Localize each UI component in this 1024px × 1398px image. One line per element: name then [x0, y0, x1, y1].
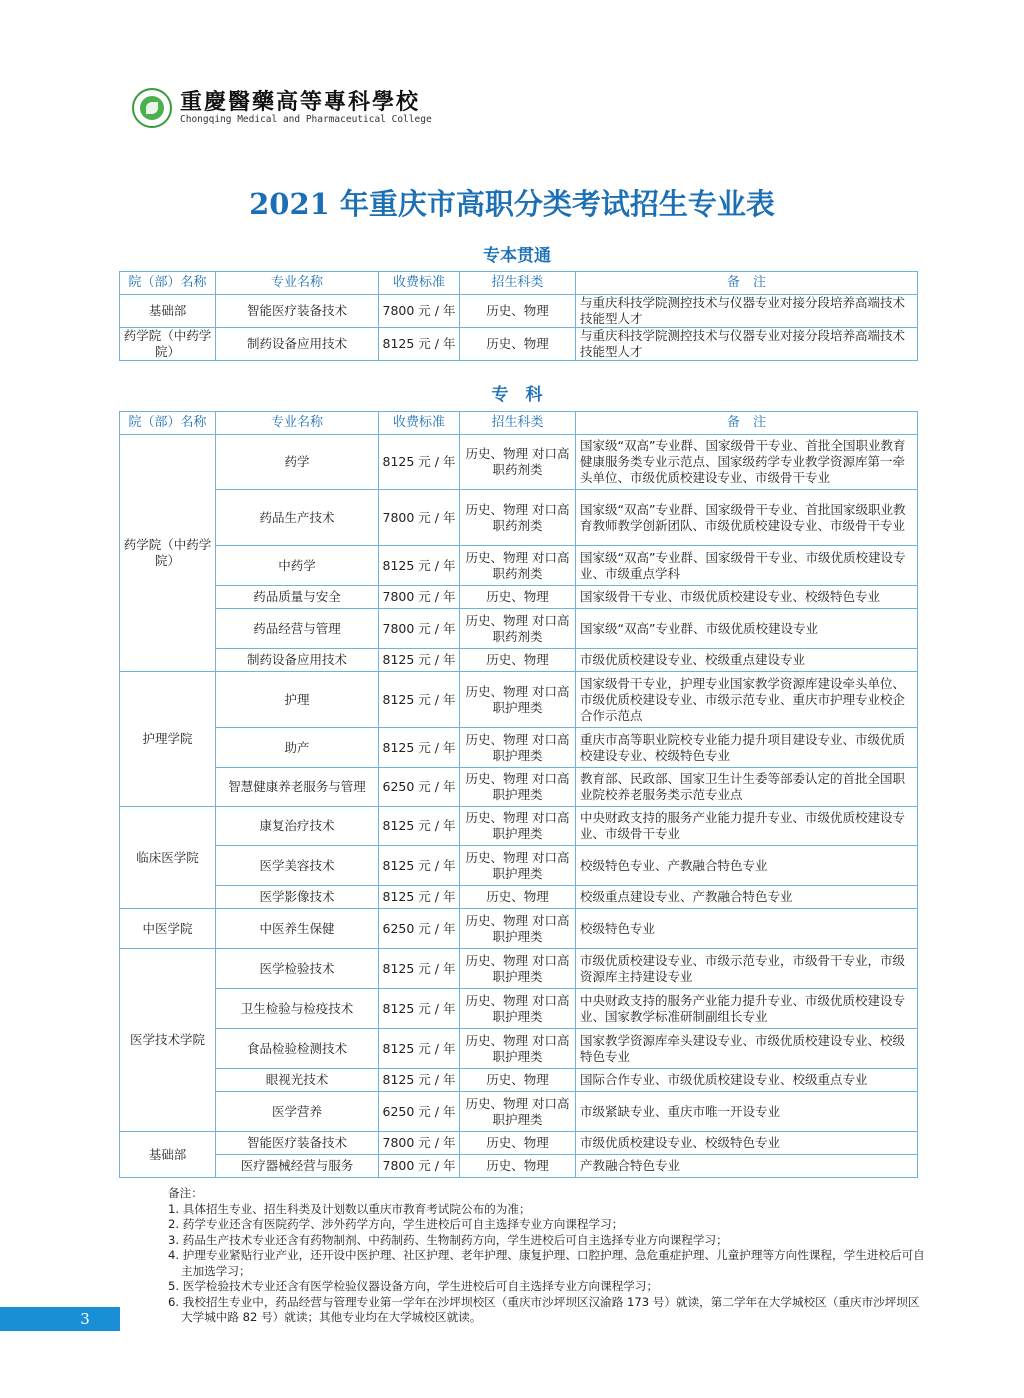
fee-cell: 6250 元 / 年 — [379, 1092, 460, 1132]
fee-cell: 8125 元 / 年 — [379, 1029, 460, 1069]
table-row — [120, 672, 918, 728]
table-header-row — [120, 272, 918, 295]
fee-cell: 8125 元 / 年 — [379, 546, 460, 586]
note-cell: 中央财政支持的服务产业能力提升专业、市级优质校建设专业、市级骨干专业 — [576, 807, 918, 846]
note-cell: 市级优质校建设专业、校级重点建设专业 — [576, 649, 918, 672]
table-row — [120, 546, 918, 586]
page-title: 2021 年重庆市高职分类考试招生专业表 — [249, 187, 775, 221]
major-cell: 智能医疗装备技术 — [216, 1132, 379, 1155]
table-row — [120, 1132, 918, 1155]
subject-cell: 历史、物理 — [460, 1155, 576, 1178]
dept-cell: 临床医学院 — [120, 807, 216, 909]
column-header: 专业名称 — [216, 412, 379, 435]
note-cell: 重庆市高等职业院校专业能力提升项目建设专业、市级优质校建设专业、校级特色专业 — [576, 728, 918, 768]
note-cell: 产教融合特色专业 — [576, 1155, 918, 1178]
subject-cell: 历史、物理 对口高职护理类 — [460, 1029, 576, 1069]
subject-cell: 历史、物理 — [460, 295, 576, 328]
major-cell: 药品经营与管理 — [216, 609, 379, 649]
subject-cell: 历史、物理 对口高职护理类 — [460, 989, 576, 1029]
dept-cell: 基础部 — [120, 295, 216, 328]
column-header: 备 注 — [576, 412, 918, 435]
subject-cell: 历史、物理 对口高职药剂类 — [460, 490, 576, 546]
table-row — [120, 609, 918, 649]
dept-cell: 护理学院 — [120, 672, 216, 807]
table-row — [120, 490, 918, 546]
note-cell: 校级特色专业 — [576, 909, 918, 949]
subject-cell: 历史、物理 对口高职护理类 — [460, 728, 576, 768]
fee-cell: 7800 元 / 年 — [379, 586, 460, 609]
column-header: 收费标准 — [379, 412, 460, 435]
note-item: 4. 护理专业紧贴行业产业，还开设中医护理、社区护理、老年护理、康复护理、口腔护理、急危重症护理、儿童护理等方向性课程，学生进校后可自主加选学习； — [168, 1248, 925, 1278]
fee-cell: 8125 元 / 年 — [379, 435, 460, 490]
note-cell: 国际合作专业、市级优质校建设专业、校级重点专业 — [576, 1069, 918, 1092]
table-row — [120, 807, 918, 846]
major-cell: 医学营养 — [216, 1092, 379, 1132]
note-item: 2. 药学专业还含有医院药学、涉外药学方向，学生进校后可自主选择专业方向课程学习； — [168, 1217, 624, 1231]
college-emblem-icon — [132, 88, 172, 128]
fee-cell: 7800 元 / 年 — [379, 1155, 460, 1178]
note-cell: 国家级“双高”专业群、市级优质校建设专业 — [576, 609, 918, 649]
major-cell: 卫生检验与检疫技术 — [216, 989, 379, 1029]
major-cell: 医学检验技术 — [216, 949, 379, 989]
major-cell: 智慧健康养老服务与管理 — [216, 768, 379, 807]
page-number: 3 — [80, 1310, 90, 1328]
column-header: 院（部）名称 — [120, 412, 216, 435]
note-cell: 校级重点建设专业、产教融合特色专业 — [576, 886, 918, 909]
table-row — [120, 1069, 918, 1092]
major-cell: 智能医疗装备技术 — [216, 295, 379, 328]
fee-cell: 8125 元 / 年 — [379, 846, 460, 886]
subject-cell: 历史、物理 对口高职护理类 — [460, 1092, 576, 1132]
note-cell: 国家教学资源库牵头建设专业、市级优质校建设专业、校级特色专业 — [576, 1029, 918, 1069]
table-row — [120, 768, 918, 807]
subject-cell: 历史、物理 — [460, 649, 576, 672]
note-cell: 市级紧缺专业、重庆市唯一开设专业 — [576, 1092, 918, 1132]
table-zhuanben — [119, 271, 918, 361]
fee-cell: 8125 元 / 年 — [379, 728, 460, 768]
column-header: 招生科类 — [460, 272, 576, 295]
note-cell: 国家级“双高”专业群、国家级骨干专业、首批全国职业教育健康服务类专业示范点、国家级药学专业教学资源库第一牵头单位、市级优质校建设专业、市级骨干专业 — [576, 435, 918, 490]
subject-cell: 历史、物理 对口高职护理类 — [460, 807, 576, 846]
table-row — [120, 909, 918, 949]
column-header: 收费标准 — [379, 272, 460, 295]
note-cell: 与重庆科技学院测控技术与仪器专业对接分段培养高端技术技能型人才 — [576, 328, 918, 361]
subject-cell: 历史、物理 对口高职护理类 — [460, 846, 576, 886]
subject-cell: 历史、物理 对口高职药剂类 — [460, 435, 576, 490]
table-row — [120, 1029, 918, 1069]
fee-cell: 6250 元 / 年 — [379, 909, 460, 949]
fee-cell: 8125 元 / 年 — [379, 672, 460, 728]
table-header-row — [120, 412, 918, 435]
subject-cell: 历史、物理 对口高职护理类 — [460, 672, 576, 728]
notes-label: 备注： — [168, 1186, 203, 1200]
note-item: 1. 具体招生专业、招生科类及计划数以重庆市教育考试院公布的为准； — [168, 1201, 531, 1216]
major-cell: 医疗器械经营与服务 — [216, 1155, 379, 1178]
fee-cell: 8125 元 / 年 — [379, 989, 460, 1029]
subject-cell: 历史、物理 — [460, 328, 576, 361]
table-zhuanke — [119, 411, 918, 1178]
college-logo — [132, 88, 432, 128]
dept-cell: 基础部 — [120, 1132, 216, 1178]
note-cell: 市级优质校建设专业、市级示范专业，市级骨干专业，市级资源库主持建设专业 — [576, 949, 918, 989]
note-cell: 与重庆科技学院测控技术与仪器专业对接分段培养高端技术技能型人才 — [576, 295, 918, 328]
column-header: 备 注 — [576, 272, 918, 295]
major-cell: 药学 — [216, 435, 379, 490]
logo-chinese-name: 重慶醫藥高等專科學校 — [180, 89, 421, 115]
dept-cell: 药学院（中药学院） — [120, 435, 216, 672]
table-row — [120, 949, 918, 989]
major-cell: 药品生产技术 — [216, 490, 379, 546]
subject-cell: 历史、物理 对口高职药剂类 — [460, 609, 576, 649]
dept-cell: 中医学院 — [120, 909, 216, 949]
section1-heading: 专本贯通 — [483, 246, 551, 266]
major-cell: 药品质量与安全 — [216, 586, 379, 609]
column-header: 专业名称 — [216, 272, 379, 295]
table-row — [120, 846, 918, 886]
subject-cell: 历史、物理 — [460, 1069, 576, 1092]
major-cell: 医学美容技术 — [216, 846, 379, 886]
fee-cell: 8125 元 / 年 — [379, 807, 460, 846]
note-cell: 中央财政支持的服务产业能力提升专业、市级优质校建设专业、国家教学标准研制副组长专业 — [576, 989, 918, 1029]
major-cell: 医学影像技术 — [216, 886, 379, 909]
fee-cell: 8125 元 / 年 — [379, 1069, 460, 1092]
note-cell: 市级优质校建设专业、校级特色专业 — [576, 1132, 918, 1155]
fee-cell: 8125 元 / 年 — [379, 328, 460, 361]
dept-cell: 药学院（中药学院） — [120, 328, 216, 361]
note-item: 6. 我校招生专业中，药品经营与管理专业第一学年在沙坪坝校区（重庆市沙坪坝区汉渝路 173 号）就读，第二学年在大学城校区（重庆市沙坪坝区大学城中路 82 号）就读；其他专业均在大学城校区就读。 — [168, 1294, 920, 1324]
note-cell: 国家级“双高”专业群、国家级骨干专业、市级优质校建设专业、市级重点学科 — [576, 546, 918, 586]
notes-block — [168, 1186, 928, 1326]
note-cell: 校级特色专业、产教融合特色专业 — [576, 846, 918, 886]
table-row — [120, 328, 918, 361]
table-row — [120, 295, 918, 328]
note-item: 5. 医学检验技术专业还含有医学检验仪器设备方向，学生进校后可自主选择专业方向课程学习； — [168, 1279, 659, 1293]
subject-cell: 历史、物理 对口高职护理类 — [460, 768, 576, 807]
major-cell: 中医养生保健 — [216, 909, 379, 949]
section2-heading: 专 科 — [491, 385, 543, 405]
subject-cell: 历史、物理 对口高职护理类 — [460, 909, 576, 949]
fee-cell: 8125 元 / 年 — [379, 949, 460, 989]
fee-cell: 7800 元 / 年 — [379, 490, 460, 546]
note-cell: 教育部、民政部、国家卫生计生委等部委认定的首批全国职业院校养老服务类示范专业点 — [576, 768, 918, 807]
subject-cell: 历史、物理 对口高职护理类 — [460, 949, 576, 989]
dept-cell: 医学技术学院 — [120, 949, 216, 1132]
table-row — [120, 586, 918, 609]
major-cell: 制药设备应用技术 — [216, 649, 379, 672]
table-row — [120, 1155, 918, 1178]
major-cell: 护理 — [216, 672, 379, 728]
table-row — [120, 435, 918, 490]
subject-cell: 历史、物理 — [460, 1132, 576, 1155]
table-row — [120, 728, 918, 768]
major-cell: 中药学 — [216, 546, 379, 586]
major-cell: 助产 — [216, 728, 379, 768]
fee-cell: 6250 元 / 年 — [379, 768, 460, 807]
fee-cell: 7800 元 / 年 — [379, 1132, 460, 1155]
major-cell: 食品检验检测技术 — [216, 1029, 379, 1069]
note-item: 3. 药品生产技术专业还含有药物制剂、中药制药、生物制药方向，学生进校后可自主选择专业方向课程学习； — [168, 1232, 728, 1247]
note-cell: 国家级骨干专业、市级优质校建设专业、校级特色专业 — [576, 586, 918, 609]
note-cell: 国家级骨干专业，护理专业国家教学资源库建设牵头单位、市级优质校建设专业、市级示范专业、重庆市护理专业校企合作示范点 — [576, 672, 918, 728]
major-cell: 眼视光技术 — [216, 1069, 379, 1092]
subject-cell: 历史、物理 对口高职药剂类 — [460, 546, 576, 586]
column-header: 院（部）名称 — [120, 272, 216, 295]
subject-cell: 历史、物理 — [460, 886, 576, 909]
fee-cell: 7800 元 / 年 — [379, 609, 460, 649]
table-row — [120, 649, 918, 672]
table-row — [120, 1092, 918, 1132]
major-cell: 制药设备应用技术 — [216, 328, 379, 361]
major-cell: 康复治疗技术 — [216, 807, 379, 846]
fee-cell: 8125 元 / 年 — [379, 886, 460, 909]
fee-cell: 7800 元 / 年 — [379, 295, 460, 328]
note-cell: 国家级“双高”专业群、国家级骨干专业、首批国家级职业教育教师教学创新团队、市级优质校建设专业、市级骨干专业 — [576, 490, 918, 546]
subject-cell: 历史、物理 — [460, 586, 576, 609]
table-row — [120, 989, 918, 1029]
logo-english-name: Chongqing Medical and Pharmaceutical College — [180, 114, 432, 125]
fee-cell: 8125 元 / 年 — [379, 649, 460, 672]
column-header: 招生科类 — [460, 412, 576, 435]
table-row — [120, 886, 918, 909]
